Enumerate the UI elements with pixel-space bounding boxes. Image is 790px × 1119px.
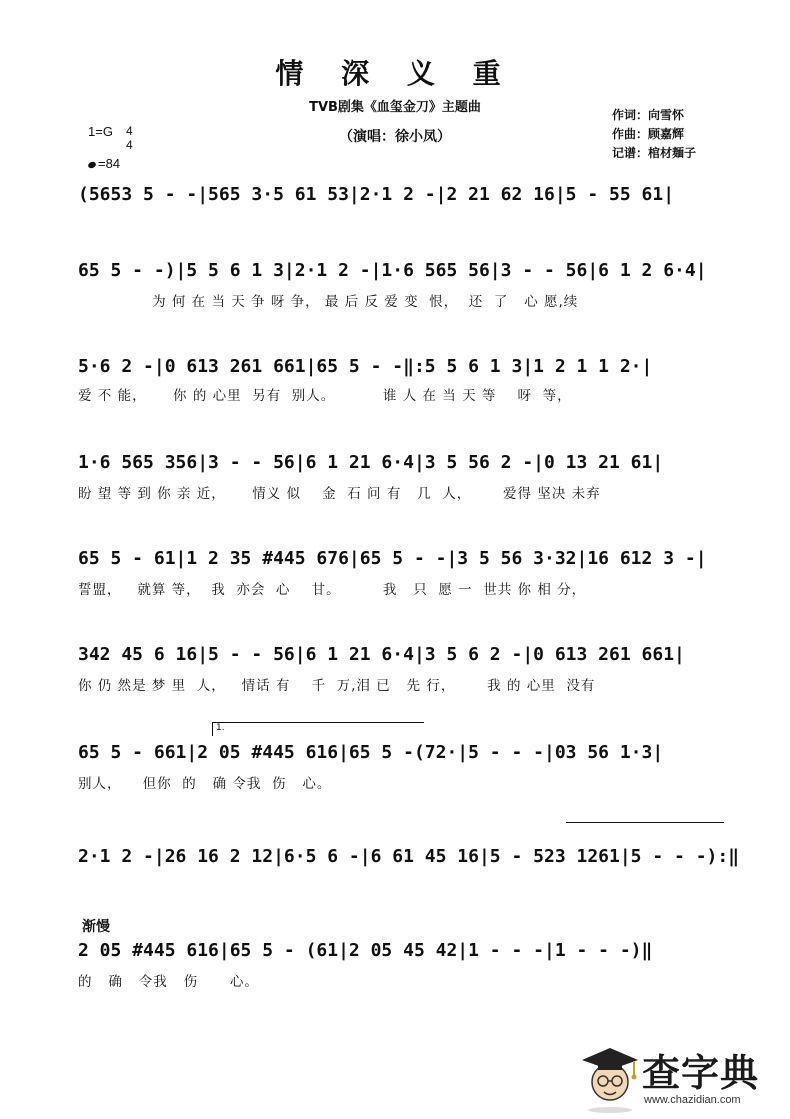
second-volta-line — [566, 822, 724, 823]
time-bottom: 4 — [126, 138, 133, 152]
composer-credit: 作曲：顾嘉辉 — [612, 127, 685, 141]
lyric-line-1 — [78, 212, 740, 232]
graduate-mascot-icon — [578, 1040, 642, 1114]
watermark — [578, 1040, 774, 1114]
lyric-line-6: 你 仍 然是 梦 里 人， 情话 有 千 万,泪 已 先 行， 我 的 心里 没有 — [78, 678, 596, 694]
lyricist-credit: 作词：向雪怀 — [612, 108, 685, 122]
watermark-url: www.chazidian.com — [644, 1094, 741, 1106]
score-line-3: 5·6 2 -|0 613 261 661|65 5 - -‖:5 5 6 1 3|1 2 1 1 2·| — [78, 356, 653, 377]
key-label: 1=G — [88, 124, 113, 139]
watermark-brand: 查字典 — [642, 1051, 760, 1095]
song-title: 情 深 义 重 — [275, 57, 515, 90]
key-signature — [88, 124, 133, 152]
transcriber-credit: 记谱：棺材麺子 — [612, 146, 697, 160]
score-line-7: 65 5 - 661|2 05 #445 616|65 5 -(72·|5 - - -|03 56 1·3| — [78, 742, 664, 763]
score-line-4: 1·6 565 356|3 - - 56|6 1 21 6·4|3 5 56 2 -|0 13 21 61| — [78, 452, 664, 473]
tempo-marking: 渐慢 — [82, 919, 110, 935]
lyric-line-9: 的 确 令我 伤 心。 — [78, 974, 259, 990]
lyric-line-4: 盼 望 等 到 你 亲 近， 情义 似 金 石 问 有 几 人， 爱得 坚决 未弃 — [78, 486, 601, 502]
time-top: 4 — [126, 124, 133, 138]
credits-block — [612, 106, 696, 163]
song-subtitle: TVB剧集《血玺金刀》主题曲 — [309, 100, 481, 115]
singer-credit: （演唱：徐小凤） — [339, 129, 451, 145]
score-line-9: 2 05 #445 616|65 5 - (61|2 05 45 42|1 - - -|1 - - -)‖ — [78, 940, 653, 961]
lyric-line-7: 别人， 但你 的 确 令我 伤 心。 — [78, 776, 332, 792]
score-line-1: (5653 5 - -|565 3·5 61 53|2·1 2 -|2 21 62 16|5 - 55 61| — [78, 184, 675, 205]
tempo-mark — [88, 156, 120, 171]
score-line-5: 65 5 - 61|1 2 35 #445 676|65 5 - -|3 5 56 3·32|16 612 3 -| — [78, 548, 707, 569]
lyric-line-3: 爱 不 能， 你 的 心里 另有 别人。 谁 人 在 当 天 等 呀 等， — [78, 388, 572, 404]
score-line-6: 342 45 6 16|5 - - 56|6 1 21 6·4|3 5 6 2 -|0 613 261 661| — [78, 644, 685, 665]
lyric-line-2: 为 何 在 当 天 争 呀 争， 最 后 反 爱 变 恨， 还 了 心 愿,续 — [78, 294, 579, 310]
time-signature — [126, 124, 133, 152]
tempo-value: =84 — [98, 156, 121, 171]
volta-bracket: 1. — [212, 722, 424, 736]
lyric-line-5: 誓盟， 就算 等， 我 亦会 心 甘。 我 只 愿 一 世共 你 相 分， — [78, 582, 587, 598]
quarter-note-icon — [87, 161, 97, 169]
score-line-8: 2·1 2 -|26 16 2 12|6·5 6 -|6 61 45 16|5 - 523 1261|5 - - -):‖ — [78, 846, 740, 867]
score-line-2: 65 5 - -)|5 5 6 1 3|2·1 2 -|1·6 565 56|3 - - 56|6 1 2 6·4| — [78, 260, 707, 281]
